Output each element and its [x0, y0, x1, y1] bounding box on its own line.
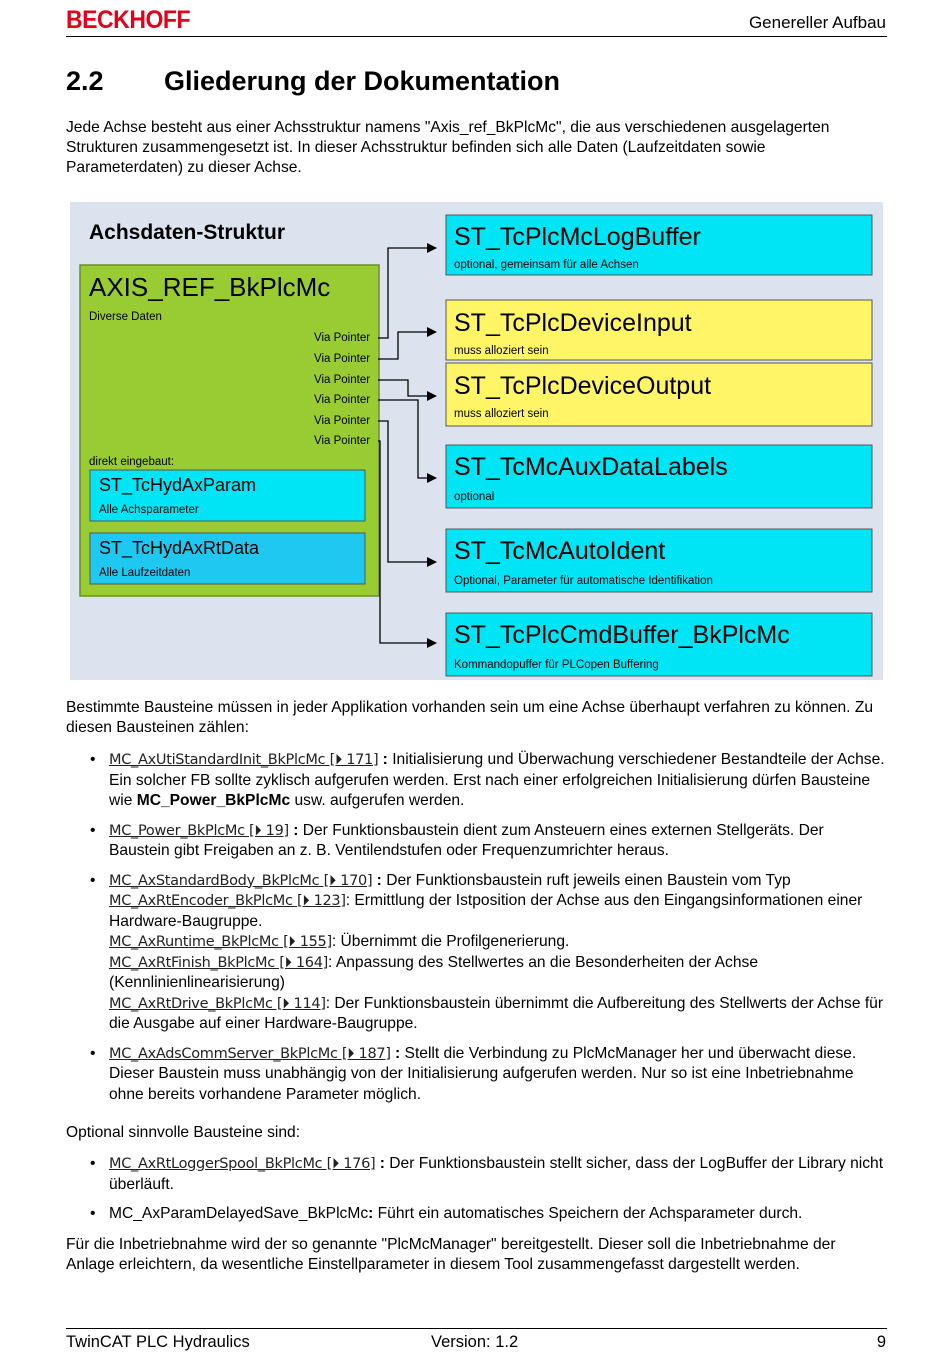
page-number: 9 — [876, 1333, 886, 1351]
item-text: Initialisierung und Überwachung verschiedener Bestandteile der Achse. Ein solcher FB sollte zyklisch aufgerufen werden. Erst nach einer erfolgreichen Initialisierung dürfen Bausteine wie — [109, 751, 885, 809]
item-text: : Übernimmt die Profilgenerierung. — [331, 933, 570, 950]
box-name: ST_TcMcAuxDataLabels — [454, 453, 728, 481]
beckhoff-logo: BECKHOFF — [66, 6, 191, 34]
box-name: ST_TcMcAutoIdent — [454, 537, 666, 565]
item-name: MC_AxParamDelayedSave_BkPlcMc — [109, 1205, 369, 1222]
footer-product: TwinCAT PLC Hydraulics — [66, 1333, 250, 1351]
link-axrtdrive[interactable]: MC_AxRtDrive_BkPlcMc [⏵ 114] — [109, 995, 326, 1012]
intro-paragraph: Jede Achse besteht aus einer Achsstruktur namens "Axis_ref_BkPlcMc", die aus verschiedenen ausgelagerten Strukturen zusammengesetzt ist. In dieser Achsstruktur befinden sich alle Daten (Laufzeitdaten sowie Parameterdaten) zu dieser Achse. — [66, 119, 830, 176]
link-axadscommserver[interactable]: MC_AxAdsCommServer_BkPlcMc [⏵ 187] — [109, 1045, 391, 1062]
link-axutistandardinit[interactable]: MC_AxUtiStandardInit_BkPlcMc [⏵ 171] — [109, 752, 379, 768]
box-sub: muss alloziert sein — [454, 408, 549, 420]
box-sub: muss alloziert sein — [454, 345, 549, 357]
sub-item — [109, 891, 887, 932]
separator: : — [390, 1044, 405, 1062]
diagram-title: Achsdaten-Struktur — [89, 221, 286, 244]
via-pointer-label: Via Pointer — [314, 435, 371, 447]
box-sub: optional, gemeinsam für alle Achsen — [454, 259, 639, 271]
via-pointer-label: Via Pointer — [314, 415, 371, 427]
header-rule — [66, 36, 887, 37]
item-text: : Anpassung des Stellwertes an die Besonderheiten der Achse (Kennlinienlinearisierung) — [109, 953, 758, 991]
axis-structure-diagram — [70, 202, 883, 680]
item-text: Der Funktionsbaustein dient zum Ansteuern eines externen Stellgeräts. Der Baustein gibt Freigaben an z. B. Ventilendstufen oder Frequenzumrichter heraus. — [109, 821, 824, 859]
inner-box-sub: Alle Achsparameter — [99, 504, 199, 516]
separator: : — [372, 871, 387, 889]
axis-ref-sub: Diverse Daten — [89, 311, 162, 323]
via-pointer-label: Via Pointer — [314, 332, 371, 344]
footer-version: Version: 1.2 — [431, 1333, 519, 1351]
sub-item — [109, 932, 887, 953]
link-power[interactable]: MC_Power_BkPlcMc [⏵ 19] — [109, 822, 289, 839]
page-title — [66, 66, 560, 97]
list-item — [66, 821, 887, 862]
axis-ref-name: AXIS_REF_BkPlcMc — [89, 272, 331, 302]
via-pointer-label: Via Pointer — [314, 394, 371, 406]
item-text: Der Funktionsbaustein stellt sicher, dass der LogBuffer der Library nicht überläuft. — [109, 1155, 884, 1193]
link-axrtfinish[interactable]: MC_AxRtFinish_BkPlcMc [⏵ 164] — [109, 954, 329, 971]
sub-item — [109, 953, 887, 994]
paragraph-required-blocks: Bestimmte Bausteine müssen in jeder Applikation vorhanden sein um eine Achse überhaupt verfahren zu können. Zu diesen Bausteinen zählen: — [66, 699, 874, 736]
separator: : — [378, 751, 393, 768]
inner-box-name: ST_TcHydAxRtData — [99, 538, 260, 558]
link-axrtencoder[interactable]: MC_AxRtEncoder_BkPlcMc [⏵ 123] — [109, 893, 346, 909]
list-item — [66, 871, 887, 1035]
footer-rule — [66, 1328, 887, 1329]
link-axrtloggerspool[interactable]: MC_AxRtLoggerSpool_BkPlcMc [⏵ 176] — [109, 1156, 376, 1172]
item-text: Führt ein automatisches Speichern der Achsparameter durch. — [377, 1205, 803, 1222]
item-text: Stellt die Verbindung zu PlcMcManager her und überwacht diese. Dieser Baustein muss unabhängig von der Initialisierung aufgerufen werden. Nur so ist eine Inbetriebnahme ohne bereits vorhandene Parameter möglich. — [109, 1044, 857, 1103]
via-pointer-label: Via Pointer — [314, 374, 371, 386]
section-title: Gliederung der Dokumentation — [164, 66, 561, 96]
box-name: ST_TcPlcDeviceInput — [454, 309, 692, 337]
via-pointer-label: Via Pointer — [314, 353, 371, 365]
sub-item — [109, 994, 887, 1035]
box-sub: Optional, Parameter für automatische Identifikation — [454, 575, 713, 587]
embedded-label: direkt eingebaut: — [89, 456, 175, 468]
box-sub: Kommandopuffer für PLCopen Buffering — [454, 659, 659, 671]
inner-box-sub: Alle Laufzeitdaten — [99, 567, 191, 579]
box-name: ST_TcPlcDeviceOutput — [454, 372, 712, 400]
separator: : — [288, 821, 303, 839]
item-text: usw. aufgerufen werden. — [290, 792, 465, 809]
optional-blocks-list — [66, 1154, 887, 1234]
list-item — [66, 1044, 887, 1106]
link-axruntime[interactable]: MC_AxRuntime_BkPlcMc [⏵ 155] — [109, 934, 332, 950]
separator: : — [368, 1205, 378, 1222]
separator: : — [375, 1155, 390, 1172]
box-name: ST_TcPlcMcLogBuffer — [454, 223, 701, 251]
list-item — [66, 750, 887, 812]
item-text: : Ermittlung der Istposition der Achse aus den Eingangsinformationen einer Hardware-Baugruppe. — [109, 892, 863, 930]
item-bold: MC_Power_BkPlcMc — [136, 792, 291, 809]
item-text: Der Funktionsbaustein ruft jeweils einen Baustein vom Typ — [386, 871, 791, 889]
paragraph-plcmcmanager: Für die Inbetriebnahme wird der so genannte "PlcMcManager" bereitgestellt. Dieser soll die Inbetriebnahme der Anlage erleichtern, da wesentliche Einstellparameter in diesem Tool zusammengefasst dargestellt werden. — [66, 1236, 836, 1273]
section-number: 2.2 — [66, 66, 104, 96]
list-item — [66, 1154, 887, 1195]
required-blocks-list — [66, 750, 887, 1114]
link-axstandardbody[interactable]: MC_AxStandardBody_BkPlcMc [⏵ 170] — [109, 872, 373, 889]
paragraph-optional-blocks: Optional sinnvolle Bausteine sind: — [66, 1124, 301, 1141]
section-name: Genereller Aufbau — [748, 13, 886, 32]
item-text: : Der Funktionsbaustein übernimmt die Aufbereitung des Stellwerts der Achse für die Ausgabe auf einer Hardware-Baugruppe. — [109, 994, 884, 1032]
inner-box-name: ST_TcHydAxParam — [99, 475, 257, 495]
list-item — [66, 1204, 887, 1225]
box-sub: optional — [454, 491, 495, 503]
box-name: ST_TcPlcCmdBuffer_BkPlcMc — [454, 621, 790, 649]
